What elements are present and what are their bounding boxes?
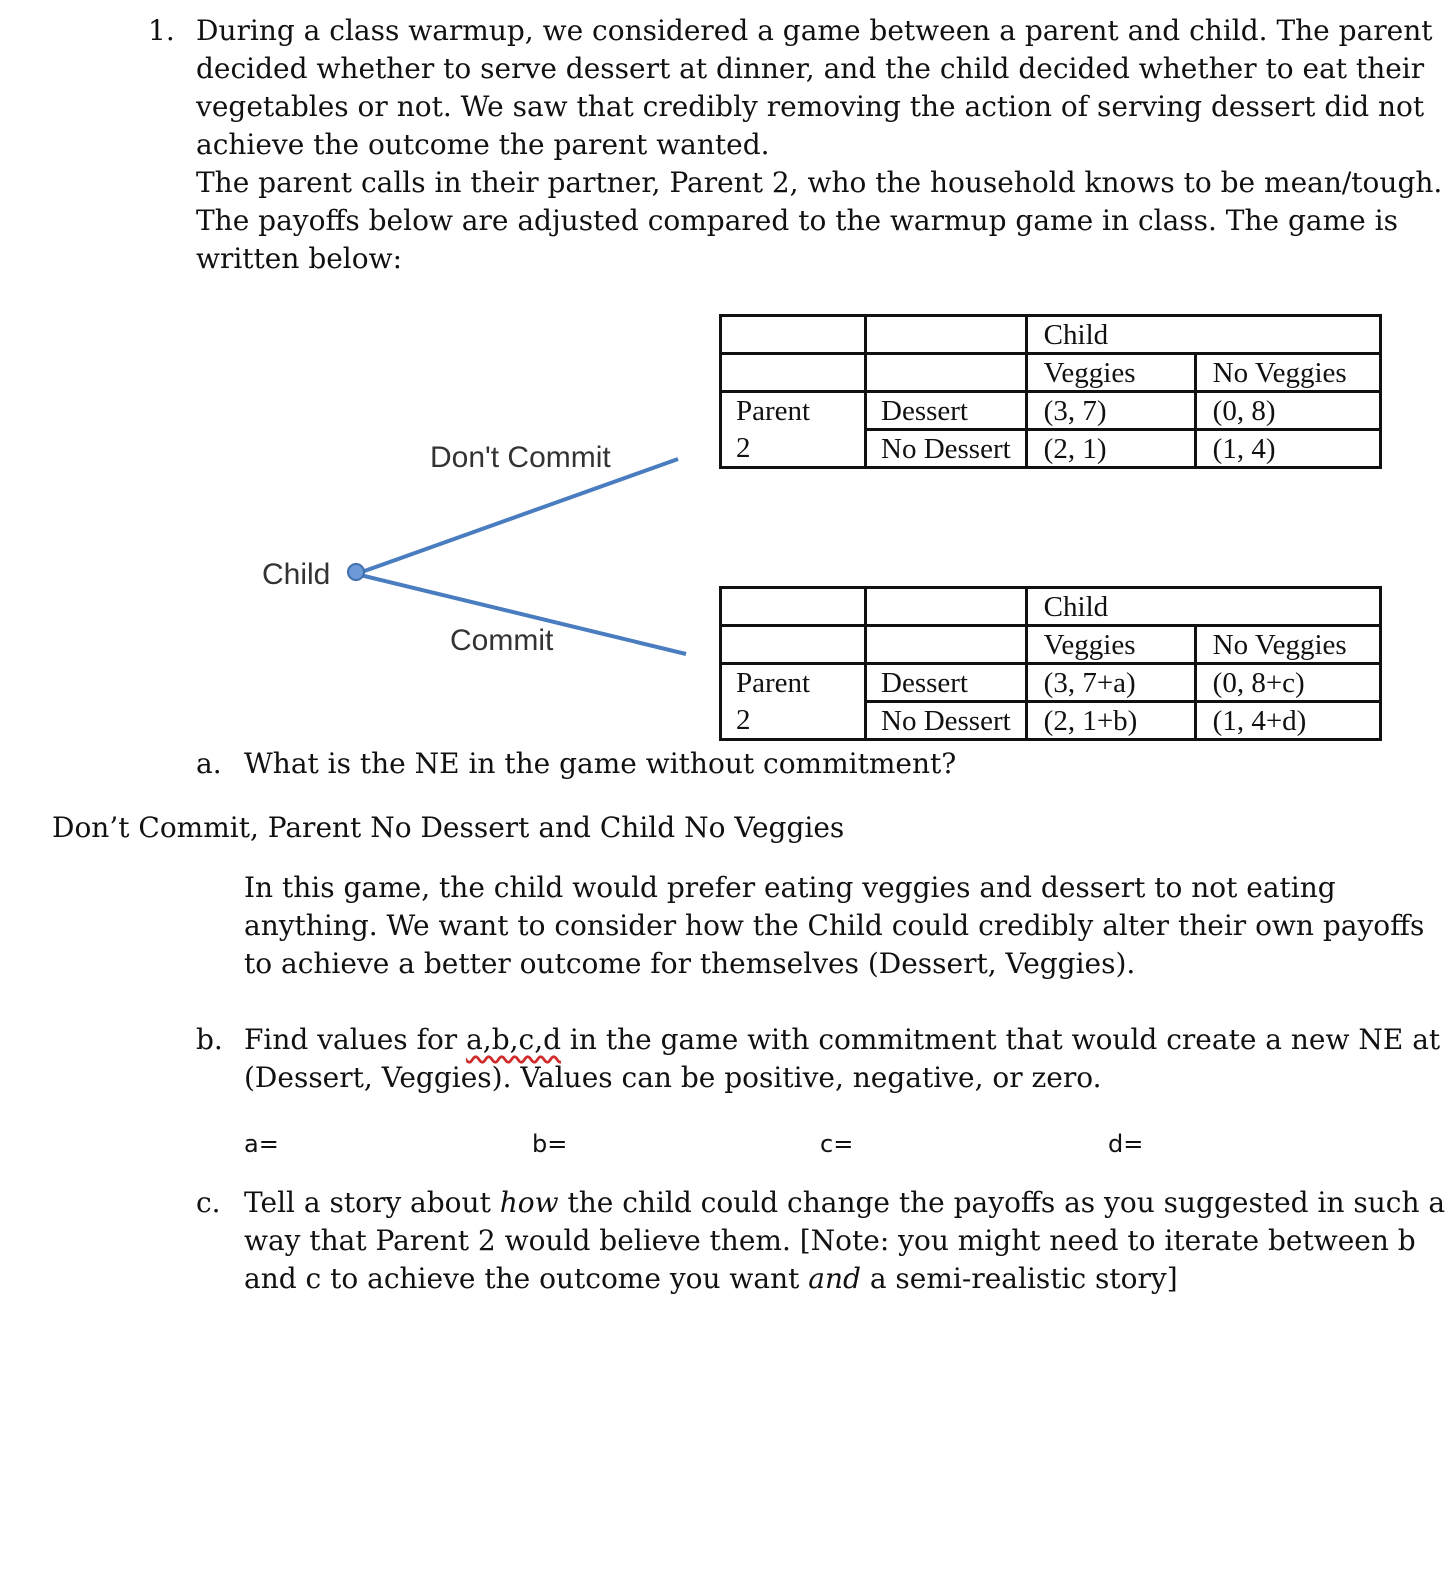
- payoff-table-commit: [719, 586, 1382, 741]
- payoff-cell: (3, 7+a): [1026, 664, 1195, 702]
- branch-line-dont-commit: [356, 459, 678, 574]
- context-line: anything. We want to consider how the Child could credibly alter their own payoffs: [244, 909, 1425, 942]
- question-number: 1.: [148, 14, 175, 47]
- payoff-cell: (1, 4+d): [1195, 702, 1380, 740]
- part-c-question: [244, 1184, 1446, 1298]
- part-c-line: [244, 1260, 1424, 1298]
- row-player-label: 2: [721, 702, 866, 740]
- tree-root-label: Child: [262, 558, 331, 591]
- col-player-label: Child: [1026, 316, 1380, 354]
- part-a-question: What is the NE in the game without commitment?: [244, 747, 957, 780]
- table-cell: [866, 588, 1027, 626]
- table-cell: [866, 354, 1027, 392]
- table-cell: [866, 316, 1027, 354]
- payoff-table-no-commit: [719, 314, 1382, 469]
- col-player-label: Child: [1026, 588, 1380, 626]
- part-b-question: [244, 1021, 1441, 1097]
- intro-line: vegetables or not. We saw that credibly removing the action of serving dessert did not: [196, 90, 1425, 123]
- context-paragraph: [244, 869, 1424, 983]
- col-action-no-veggies: No Veggies: [1195, 354, 1380, 392]
- intro-line: decided whether to serve dessert at dinner, and the child decided whether to eat their: [196, 52, 1425, 85]
- part-c-text: a semi-realistic story]: [860, 1262, 1178, 1295]
- row-player-label: Parent: [721, 392, 866, 430]
- part-b-text: Find values for: [244, 1023, 467, 1056]
- payoff-cell: (2, 1+b): [1026, 702, 1195, 740]
- row-player-label: Parent: [721, 664, 866, 702]
- payoff-cell: (1, 4): [1195, 430, 1380, 468]
- part-c-line: way that Parent 2 would believe them. [Note: you might need to iterate between b: [244, 1224, 1416, 1257]
- intro-line: During a class warmup, we considered a game between a parent and child. The parent: [196, 14, 1433, 47]
- table-cell: [721, 626, 866, 664]
- row-action-dessert: Dessert: [866, 392, 1027, 430]
- answer-b-field[interactable]: b=: [532, 1130, 568, 1158]
- table-cell: [721, 354, 866, 392]
- part-a-answer[interactable]: Don’t Commit, Parent No Dessert and Child No Veggies: [52, 811, 845, 844]
- table-cell: [721, 316, 866, 354]
- answer-c-field[interactable]: c=: [820, 1130, 854, 1158]
- row-action-no-dessert: No Dessert: [866, 702, 1027, 740]
- decision-node: [348, 564, 364, 580]
- row-action-no-dessert: No Dessert: [866, 430, 1027, 468]
- context-line: In this game, the child would prefer eating veggies and dessert to not eating: [244, 871, 1336, 904]
- part-b-line: (Dessert, Veggies). Values can be positive, negative, or zero.: [244, 1061, 1102, 1094]
- table-cell: [721, 588, 866, 626]
- col-action-veggies: Veggies: [1026, 626, 1195, 664]
- part-c-text: the child could change the payoffs as you suggested in such a: [558, 1186, 1446, 1219]
- intro-line: The payoffs below are adjusted compared to the warmup game in class. The game is: [196, 204, 1398, 237]
- part-c-line: [244, 1184, 1446, 1222]
- intro-line: The parent calls in their partner, Parent 2, who the household knows to be mean/tough.: [196, 166, 1443, 199]
- part-c-text: Tell a story about: [244, 1186, 500, 1219]
- payoff-cell: (3, 7): [1026, 392, 1195, 430]
- table-cell: [866, 626, 1027, 664]
- part-c-marker: c.: [196, 1186, 221, 1219]
- branch-label-commit: Commit: [450, 624, 554, 657]
- col-action-no-veggies: No Veggies: [1195, 626, 1380, 664]
- intro-line: written below:: [196, 242, 403, 275]
- part-b-text: in the game with commitment that would create a new NE at: [561, 1023, 1441, 1056]
- answer-d-field[interactable]: d=: [1108, 1130, 1144, 1158]
- row-action-dessert: Dessert: [866, 664, 1027, 702]
- part-c-emphasis: how: [499, 1186, 559, 1219]
- part-c-text: and c to achieve the outcome you want: [244, 1262, 809, 1295]
- spellcheck-variables: a,b,c,d: [466, 1023, 562, 1056]
- payoff-cell: (0, 8+c): [1195, 664, 1380, 702]
- col-action-veggies: Veggies: [1026, 354, 1195, 392]
- part-a-marker: a.: [196, 747, 222, 780]
- answer-a-field[interactable]: a=: [244, 1130, 279, 1158]
- part-b-marker: b.: [196, 1023, 223, 1056]
- intro-line: achieve the outcome the parent wanted.: [196, 128, 770, 161]
- row-player-label: 2: [721, 430, 866, 468]
- payoff-cell: (2, 1): [1026, 430, 1195, 468]
- payoff-cell: (0, 8): [1195, 392, 1380, 430]
- context-line: to achieve a better outcome for themselves (Dessert, Veggies).: [244, 947, 1136, 980]
- branch-label-dont-commit: Don't Commit: [430, 441, 611, 474]
- part-b-line: [244, 1021, 1441, 1059]
- part-c-emphasis: and: [808, 1262, 861, 1295]
